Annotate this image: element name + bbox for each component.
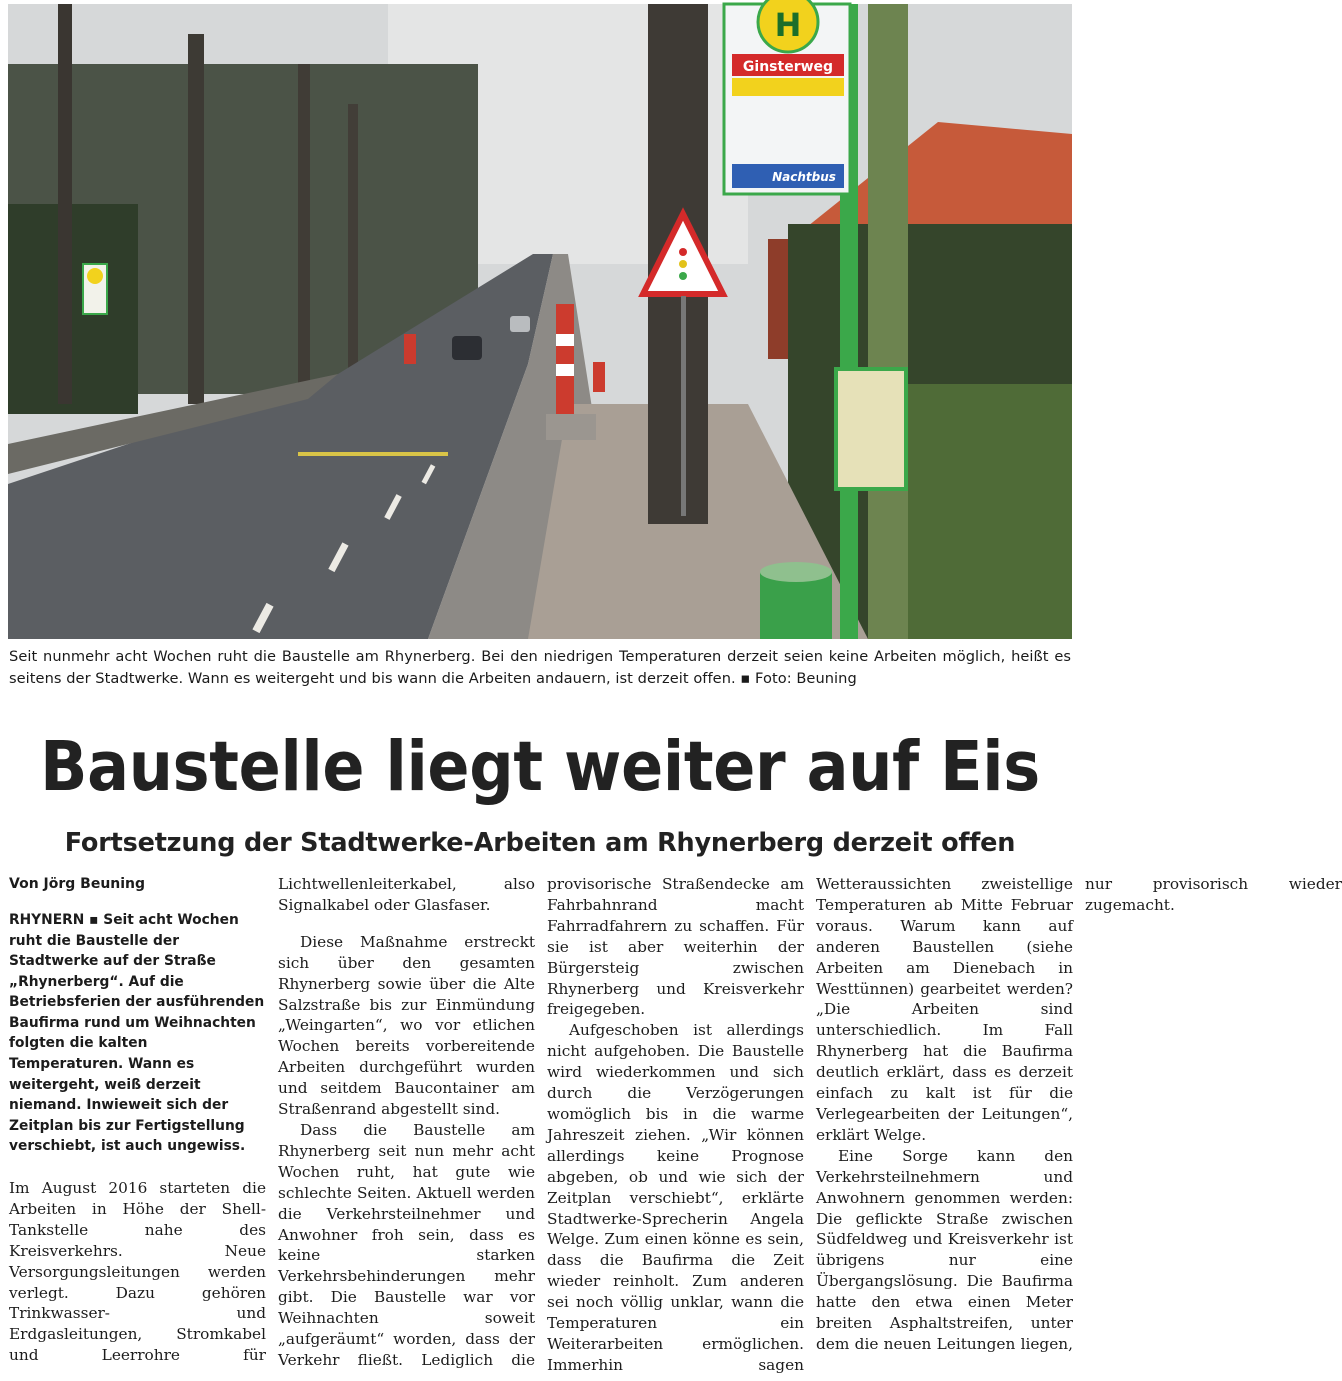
headline: Baustelle liegt weiter auf Eis bbox=[40, 727, 1040, 807]
photo-credit: ▪ Foto: Beuning bbox=[740, 670, 857, 687]
bus-stop-symbol-text: H bbox=[774, 6, 802, 44]
article-body bbox=[9, 874, 1342, 1379]
body-paragraph: Dass die Baustelle am Rhynerberg seit nun mehr acht Wochen ruht, hat gute wie schlechte Seiten. Aktuell werden die Verkehrsteilnehmer und Anwohner froh sein, dass es keine starken Verkehrsbehinderungen mehr gibt. Die Baustelle war vor Weihnachten soweit „aufgeräumt“ worden, dass der Verkehr fließt. Lediglich die provisorische Straßendecke am Fahrbahnrand macht Fahrradfahrern zu schaffen. Für sie ist aber weiterhin der Bürgersteig zwischen Rhynerberg und Kreisverkehr freigegeben. bbox=[278, 875, 804, 1369]
body-paragraph: Im August 2016 starteten die Arbeiten in Höhe der Shell-Tankstelle nahe des Kreisverkehrs. Neue Versorgungsleitungen werden verlegt. Dazu gehören Trinkwasser- und Erdgasleitungen, Stromkabel und Leerrohre für Lichtwellenleiterkabel, also Signalkabel oder Glasfaser. bbox=[9, 875, 535, 1365]
body-paragraph: Eine Sorge kann den Verkehrsteilnehmern und Anwohnern genommen werden: Die geflickte Straße zwischen Südfeldweg und Kreisverkehr ist übrigens nur eine Übergangslösung. Die Baufirma hatte den etwa einen Meter breiten Asphaltstreifen, unter dem die neuen Leitungen liegen, nur provisorisch wieder zugemacht. bbox=[816, 875, 1342, 1353]
lead-paragraph: RHYNERN ▪ Seit acht Wochen ruht die Baustelle der Stadtwerke auf der Straße „Rhynerberg“. Auf die Betriebsferien der ausführenden Baufirma rund um Weihnachten folgten die kalten Temperaturen. Wann es weitergeht, weiß derzeit niemand. Inwieweit sich der Zeitplan bis zur Fertigstellung verschiebt, ist auch ungewiss. bbox=[9, 911, 265, 1155]
byline: Von Jörg Beuning bbox=[9, 876, 146, 892]
night-bus-text: Nachtbus bbox=[772, 170, 836, 184]
body-paragraph: Aufgeschoben ist allerdings nicht aufgehoben. Die Baustelle wird wiederkommen und sich durch die Verzögerungen womöglich bis in die warme Jahreszeit ziehen. „Wir können allerdings keine Prognose abgeben, ob und wie sich der Zeitplan verschiebt“, erklärte Stadtwerke-Sprecherin Angela Welge. Zum einen könne es sein, dass die Baufirma die Zeit wieder reinholt. Zum anderen sei noch völlig unklar, wann die Temperaturen ein Weiterarbeiten ermöglichen. Immerhin sagen Wetteraussichten zweistellige Temperaturen ab Mitte Februar voraus. Warum kann auf anderen Baustellen (siehe Arbeiten am Dienebach in Westtünnen) gearbeitet werden? „Die Arbeiten sind unterschiedlich. Im Fall Rhynerberg hat die Baufirma deutlich erklärt, dass es derzeit einfach zu kalt ist für die Verlegearbeiten der Leitungen“, erklärt Welge. bbox=[547, 875, 1073, 1374]
photo-caption bbox=[9, 646, 1071, 690]
bus-stop-name-text: Ginsterweg bbox=[742, 59, 834, 75]
article-photo bbox=[8, 4, 1072, 639]
body-paragraph: Diese Maßnahme erstreckt sich über den gesamten Rhynerberg sowie über die Alte Salzstraße bis zur Einmündung „Weingarten“, wo vor etlichen Wochen bereits vorbereitende Arbeiten durchgeführt wurden und seitdem Baucontainer am Straßenrand abgestellt sind. bbox=[278, 932, 535, 1119]
caption-text: Seit nunmehr acht Wochen ruht die Baustelle am Rhynerberg. Bei den niedrigen Temperaturen derzeit seien keine Arbeiten möglich, heißt es seitens der Stadtwerke. Wann es weitergeht und bis wann die Arbeiten andauern, ist derzeit offen. bbox=[9, 648, 1071, 687]
subtitle: Fortsetzung der Stadtwerke-Arbeiten am Rhynerberg derzeit offen bbox=[64, 828, 1016, 858]
